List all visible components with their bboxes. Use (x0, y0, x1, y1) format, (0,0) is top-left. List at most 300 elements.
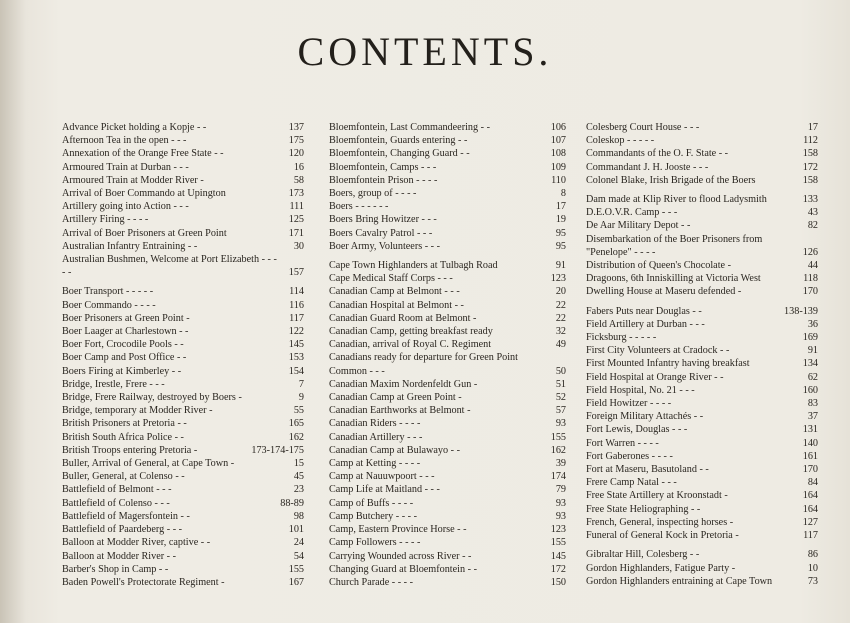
entry-title: Field Hospital at Orange River - - (586, 371, 724, 383)
entry-page-number: 173 (288, 188, 304, 200)
entry-title: Battlefield of Belmont - - - (62, 484, 172, 496)
entry-page-number: 160 (802, 384, 818, 396)
entry-page-number: 169 (802, 332, 818, 344)
entry-page-number: 101 (288, 524, 304, 536)
entry-title: De Aar Military Depot - - (586, 220, 691, 232)
entry-title: Canadian Camp at Green Point - (329, 392, 462, 404)
entry-title: Camp, Eastern Province Horse - - (329, 524, 467, 536)
contents-entry (329, 378, 566, 391)
entry-title: Fort Gaberones - - - - (586, 450, 673, 462)
entry-page-number: 127 (802, 516, 818, 528)
contents-entry (586, 206, 818, 219)
entry-page-number: 145 (550, 550, 566, 562)
contents-entry (62, 240, 304, 253)
entry-title: Bloemfontein, Last Commandeering - - (329, 122, 490, 133)
contents-entry (586, 371, 818, 384)
contents-entry (586, 344, 818, 357)
entry-page-number: 162 (550, 444, 566, 456)
entry-title: Disembarkation of the Boer Prisoners from "Penelope" - - - - (586, 233, 763, 258)
contents-entry (586, 548, 818, 561)
contents-entry (586, 121, 818, 134)
entry-page-number: 93 (555, 497, 566, 509)
contents-entry (586, 259, 818, 272)
entry-page-number: 83 (807, 398, 818, 410)
contents-column-1 (62, 121, 304, 589)
contents-entry (329, 338, 566, 351)
entry-title: Commandant J. H. Jooste - - - (586, 161, 709, 173)
entry-page-number: 123 (550, 273, 566, 285)
entry-title: First Mounted Infantry having breakfast (586, 358, 750, 370)
contents-entry (586, 357, 818, 370)
entry-page-number: 165 (288, 418, 304, 430)
contents-entry (586, 575, 818, 588)
entry-title: Boers - - - - - - (329, 201, 389, 213)
entry-title: British South Africa Police - - (62, 431, 184, 443)
contents-entry (329, 497, 566, 510)
contents-entry (329, 312, 566, 325)
entry-title: Distribution of Queen's Chocolate - (586, 260, 731, 272)
contents-entry (62, 338, 304, 351)
contents-entry (586, 410, 818, 423)
contents-column-2 (329, 121, 566, 589)
entry-title: Annexation of the Orange Free State - - (62, 148, 224, 160)
contents-entry (62, 523, 304, 536)
contents-entry (329, 259, 566, 272)
entry-title: Foreign Military Attachés - - (586, 411, 704, 423)
entry-page-number: 110 (551, 174, 566, 186)
entry-page-number: 58 (293, 174, 304, 186)
contents-entry (62, 351, 304, 364)
entry-page-number: 171 (288, 227, 304, 239)
entry-title: Colesberg Court House - - - (586, 122, 700, 133)
entry-title: First City Volunteers at Cradock - - (586, 345, 730, 357)
entry-page-number: 109 (550, 161, 566, 173)
entry-title: Canadian Guard Room at Belmont - (329, 312, 477, 324)
entry-title: Camp Butchery - - - - (329, 510, 417, 522)
entry-title: Field Howitzer - - - - (586, 398, 672, 410)
entry-page-number: 88-89 (280, 497, 304, 509)
entry-title: Boers Bring Howitzer - - - (329, 214, 437, 226)
entry-title: Australian Bushmen, Welcome at Port Elizabeth - - - - - (62, 254, 277, 279)
contents-entry (329, 121, 566, 134)
contents-entry (62, 378, 304, 391)
contents-entry (329, 523, 566, 536)
entry-title: Canadian Maxim Nordenfeldt Gun - (329, 378, 478, 390)
entry-page-number: 167 (288, 576, 304, 588)
contents-entry (329, 161, 566, 174)
entry-page-number: 172 (802, 161, 818, 173)
contents-entry (586, 331, 818, 344)
contents-entry (586, 174, 818, 187)
entry-title: Boer Camp and Post Office - - (62, 352, 187, 364)
contents-entry (329, 227, 566, 240)
entry-page-number: 106 (550, 122, 566, 133)
entry-page-number: 82 (807, 220, 818, 232)
entry-page-number: 158 (802, 148, 818, 160)
entry-page-number: 154 (288, 365, 304, 377)
entry-title: Boers Cavalry Patrol - - - (329, 227, 433, 239)
contents-entry (62, 417, 304, 430)
entry-title: Commandants of the O. F. State - - (586, 148, 729, 160)
entry-title: Coleskop - - - - - (586, 135, 655, 147)
contents-entry (62, 312, 304, 325)
entry-page-number: 30 (293, 240, 304, 252)
contents-entry (329, 187, 566, 200)
entry-title: Camp at Ketting - - - - (329, 458, 421, 470)
entry-title: Bloemfontein, Changing Guard - - (329, 148, 470, 160)
entry-title: Bridge, temporary at Modder River - (62, 405, 213, 417)
entry-title: Dragoons, 6th Inniskilling at Victoria West (586, 273, 761, 285)
contents-entry (586, 318, 818, 331)
entry-page-number: 20 (555, 286, 566, 298)
entry-page-number: 116 (289, 299, 304, 311)
entry-page-number: 161 (802, 450, 818, 462)
entry-page-number: 111 (289, 201, 304, 213)
entry-page-number: 22 (555, 312, 566, 324)
entry-page-number: 19 (555, 214, 566, 226)
entry-page-number: 153 (288, 352, 304, 364)
entry-page-number: 55 (293, 405, 304, 417)
contents-entry (62, 563, 304, 576)
entry-page-number: 170 (802, 286, 818, 298)
entry-title: Dam made at Klip River to flood Ladysmith (586, 194, 767, 206)
entry-page-number: 164 (802, 503, 818, 515)
contents-entry (329, 550, 566, 563)
contents-entry (62, 483, 304, 496)
contents-entry (586, 562, 818, 575)
entry-page-number: 155 (550, 537, 566, 549)
contents-entry (329, 299, 566, 312)
entry-page-number: 158 (802, 174, 818, 186)
entry-page-number: 32 (555, 326, 566, 338)
contents-entry (586, 233, 818, 259)
entry-title: Bloemfontein, Camps - - - (329, 161, 437, 173)
entry-page-number: 8 (560, 188, 566, 200)
entry-title: Canadian Hospital at Belmont - - (329, 299, 464, 311)
entry-page-number: 170 (802, 464, 818, 476)
entry-title: Battlefield of Paardeberg - - - (62, 524, 183, 536)
entry-page-number: 118 (803, 273, 818, 285)
contents-entry (62, 134, 304, 147)
entry-title: Boer Fort, Crocodile Pools - - (62, 339, 184, 351)
contents-entry (329, 391, 566, 404)
entry-title: Arrival of Boer Commando at Upington (62, 188, 226, 200)
entry-page-number: 91 (555, 260, 566, 272)
entry-page-number: 117 (803, 530, 818, 542)
contents-entry (62, 253, 304, 279)
entry-title: Free State Artillery at Kroonstadt - (586, 490, 728, 502)
entry-page-number: 9 (298, 392, 304, 404)
entry-page-number: 173-174-175 (251, 444, 304, 456)
entry-title: Funeral of General Kock in Pretoria - (586, 530, 739, 542)
entry-page-number: 15 (293, 458, 304, 470)
entry-page-number: 172 (550, 563, 566, 575)
contents-entry (62, 365, 304, 378)
contents-entry (586, 450, 818, 463)
contents-entry (62, 161, 304, 174)
contents-entry (329, 563, 566, 576)
entry-title: Bridge, Irestle, Frere - - - (62, 378, 165, 390)
entry-title: Cape Medical Staff Corps - - - (329, 273, 453, 285)
entry-page-number: 137 (288, 122, 304, 133)
entry-page-number: 95 (555, 240, 566, 252)
entry-title: Afternoon Tea in the open - - - (62, 135, 187, 147)
entry-title: Ficksburg - - - - - (586, 332, 657, 344)
contents-entry (329, 510, 566, 523)
entry-title: Baden Powell's Protectorate Regiment - (62, 576, 225, 588)
page-title: CONTENTS. (297, 29, 553, 74)
entry-title: Cape Town Highlanders at Tulbagh Road (329, 260, 498, 272)
entry-title: Frere Camp Natal - - - (586, 477, 677, 489)
contents-entry (329, 213, 566, 226)
entry-page-number: 134 (802, 358, 818, 370)
contents-entry (62, 510, 304, 523)
contents-entry (586, 423, 818, 436)
entry-title: Camp Life at Maitland - - - (329, 484, 440, 496)
contents-entry (62, 174, 304, 187)
entry-page-number: 131 (802, 424, 818, 436)
entry-title: Camp Followers - - - - (329, 537, 421, 549)
entry-title: British Troops entering Pretoria - (62, 444, 198, 456)
entry-title: Canadian Artillery - - - (329, 431, 423, 443)
entry-title: Armoured Train at Modder River - (62, 174, 204, 186)
entry-page-number: 36 (807, 318, 818, 330)
entry-title: Canadian Camp, getting breakfast ready (329, 326, 493, 338)
entry-page-number: 95 (555, 227, 566, 239)
entry-page-number: 133 (802, 194, 818, 206)
contents-entry (329, 417, 566, 430)
contents-entry (62, 227, 304, 240)
entry-page-number: 22 (555, 299, 566, 311)
entry-title: Boer Prisoners at Green Point - (62, 312, 190, 324)
entry-page-number: 122 (288, 326, 304, 338)
entry-page-number: 17 (555, 201, 566, 213)
entry-page-number: 24 (293, 537, 304, 549)
contents-entry (586, 529, 818, 542)
entry-title: Canadian Camp at Belmont - - - (329, 286, 460, 298)
entry-title: Camp at Nauuwpoort - - - (329, 471, 435, 483)
entry-title: Boer Commando - - - - (62, 299, 156, 311)
entry-page-number: 126 (802, 246, 818, 258)
entry-title: British Prisoners at Pretoria - - (62, 418, 187, 430)
contents-entry (62, 457, 304, 470)
entry-title: Bridge, Frere Railway, destroyed by Boers - (62, 392, 242, 404)
contents-entry (586, 147, 818, 160)
entry-page-number: 98 (293, 510, 304, 522)
entry-page-number: 10 (807, 562, 818, 574)
entry-title: Field Artillery at Durban - - - (586, 318, 705, 330)
entry-page-number: 120 (288, 148, 304, 160)
contents-entry (586, 272, 818, 285)
entry-page-number: 39 (555, 458, 566, 470)
entry-title: Canadian, arrival of Royal C. Regiment (329, 339, 492, 351)
entry-title: Barber's Shop in Camp - - (62, 563, 169, 575)
contents-entry (329, 325, 566, 338)
contents-entry (329, 444, 566, 457)
entry-title: Balloon at Modder River, captive - - (62, 537, 211, 549)
entry-page-number: 23 (293, 484, 304, 496)
contents-entry (586, 161, 818, 174)
contents-entry (62, 285, 304, 298)
contents-entry (329, 536, 566, 549)
contents-entry (586, 193, 818, 206)
entry-title: Boer Transport - - - - - (62, 286, 154, 298)
entry-page-number: 155 (550, 431, 566, 443)
entry-page-number: 49 (555, 339, 566, 351)
entry-page-number: 157 (288, 267, 304, 279)
contents-entry (62, 147, 304, 160)
entry-page-number: 52 (555, 392, 566, 404)
contents-entry (586, 463, 818, 476)
entry-title: Canadian Earthworks at Belmont - (329, 405, 471, 417)
contents-entry (586, 134, 818, 147)
contents-entry (62, 121, 304, 134)
entry-title: Colonel Blake, Irish Brigade of the Boers (586, 174, 756, 186)
entry-title: Changing Guard at Bloemfontein - - (329, 563, 477, 575)
entry-page-number: 123 (550, 524, 566, 536)
entry-page-number: 51 (555, 378, 566, 390)
entry-title: Boer Army, Volunteers - - - (329, 240, 441, 252)
contents-entry (329, 483, 566, 496)
contents-entry (62, 536, 304, 549)
entry-title: Fabers Puts near Douglas - - (586, 305, 702, 317)
entry-page-number: 57 (555, 405, 566, 417)
entry-title: Boer Laager at Charlestown - - (62, 326, 189, 338)
entry-page-number: 7 (298, 378, 304, 390)
contents-entry (586, 305, 818, 318)
entry-page-number: 107 (550, 135, 566, 147)
entry-page-number: 79 (555, 484, 566, 496)
entry-title: Battlefield of Magersfontein - - (62, 510, 190, 522)
entry-title: Canadians ready for departure for Green Point Common - - - (329, 352, 518, 377)
contents-entry (329, 174, 566, 187)
entry-page-number: 45 (293, 471, 304, 483)
entry-title: Camp of Buffs - - - - (329, 497, 414, 509)
entry-title: D.E.O.V.R. Camp - - - (586, 207, 678, 219)
contents-entry (586, 516, 818, 529)
entry-title: Buller, General, at Colenso - - (62, 471, 185, 483)
entry-title: Artillery Firing - - - - (62, 214, 149, 226)
entry-title: Fort Warren - - - - (586, 437, 659, 449)
entry-title: Field Hospital, No. 21 - - - (586, 384, 695, 396)
entry-page-number: 84 (807, 477, 818, 489)
contents-entry (586, 437, 818, 450)
contents-entry (62, 470, 304, 483)
contents-entry (62, 299, 304, 312)
contents-entry (586, 219, 818, 232)
contents-entry (329, 240, 566, 253)
contents-entry (586, 503, 818, 516)
contents-entry (586, 397, 818, 410)
contents-entry (62, 391, 304, 404)
contents-entry (586, 384, 818, 397)
entry-page-number: 17 (807, 122, 818, 133)
entry-page-number: 91 (807, 345, 818, 357)
contents-entry (329, 457, 566, 470)
entry-title: Bloemfontein, Guards entering - - (329, 135, 468, 147)
entry-page-number: 175 (288, 135, 304, 147)
entry-title: Carrying Wounded across River - - (329, 550, 472, 562)
entry-page-number: 50 (555, 365, 566, 377)
contents-entry (62, 325, 304, 338)
contents-entry (586, 476, 818, 489)
contents-entry (329, 404, 566, 417)
entry-page-number: 93 (555, 418, 566, 430)
entry-title: Battlefield of Colenso - - - (62, 497, 170, 509)
contents-column-3 (586, 121, 818, 588)
contents-entry (329, 285, 566, 298)
contents-entry (62, 404, 304, 417)
contents-entry (329, 200, 566, 213)
entry-title: Free State Heliographing - - (586, 503, 701, 515)
entry-page-number: 62 (807, 371, 818, 383)
entry-title: Armoured Train at Durban - - - (62, 161, 189, 173)
entry-page-number: 114 (289, 286, 304, 298)
contents-entry (329, 272, 566, 285)
entry-title: Dwelling House at Maseru defended - (586, 286, 742, 298)
entry-title: Arrival of Boer Prisoners at Green Point (62, 227, 227, 239)
entry-page-number: 162 (288, 431, 304, 443)
entry-page-number: 140 (802, 437, 818, 449)
entry-page-number: 37 (807, 411, 818, 423)
contents-entry (62, 213, 304, 226)
entry-title: Fort at Maseru, Basutoland - - (586, 464, 709, 476)
entry-page-number: 93 (555, 510, 566, 522)
entry-title: Balloon at Modder River - - (62, 550, 177, 562)
contents-entry (62, 550, 304, 563)
entry-page-number: 125 (288, 214, 304, 226)
contents-entry (329, 470, 566, 483)
contents-entry (62, 497, 304, 510)
contents-entry (62, 200, 304, 213)
contents-entry (62, 444, 304, 457)
entry-title: Boers, group of - - - - (329, 188, 417, 200)
entry-title: Gibraltar Hill, Colesberg - - (586, 549, 700, 561)
contents-entry (329, 147, 566, 160)
entry-page-number: 73 (807, 575, 818, 587)
entry-page-number: 117 (289, 312, 304, 324)
entry-page-number: 43 (807, 207, 818, 219)
entry-title: Advance Picket holding a Kopje - - (62, 122, 207, 133)
entry-title: Church Parade - - - - (329, 576, 414, 588)
entry-title: Gordon Highlanders, Fatigue Party - (586, 562, 736, 574)
entry-page-number: 164 (802, 490, 818, 502)
entry-page-number: 108 (550, 148, 566, 160)
entry-page-number: 150 (550, 576, 566, 588)
entry-page-number: 16 (293, 161, 304, 173)
entry-title: Artillery going into Action - - - (62, 201, 189, 213)
entry-title: Gordon Highlanders entraining at Cape Town (586, 575, 773, 587)
entry-title: French, General, inspecting horses - (586, 516, 734, 528)
entry-page-number: 155 (288, 563, 304, 575)
entry-title: Bloemfontein Prison - - - - (329, 174, 438, 186)
entry-page-number: 138-139 (784, 305, 818, 317)
entry-page-number: 54 (293, 550, 304, 562)
entry-page-number: 145 (288, 339, 304, 351)
contents-entry (329, 134, 566, 147)
entry-title: Buller, Arrival of General, at Cape Town - (62, 458, 235, 470)
entry-title: Canadian Camp at Bulawayo - - (329, 444, 460, 456)
contents-entry (329, 431, 566, 444)
entry-title: Boers Firing at Kimberley - - (62, 365, 182, 377)
contents-entry (586, 489, 818, 502)
contents-entry (586, 285, 818, 298)
entry-page-number: 112 (803, 135, 818, 147)
contents-entry (62, 576, 304, 589)
entry-title: Fort Lewis, Douglas - - - (586, 424, 688, 436)
contents-entry (329, 351, 566, 377)
entry-page-number: 86 (807, 549, 818, 561)
